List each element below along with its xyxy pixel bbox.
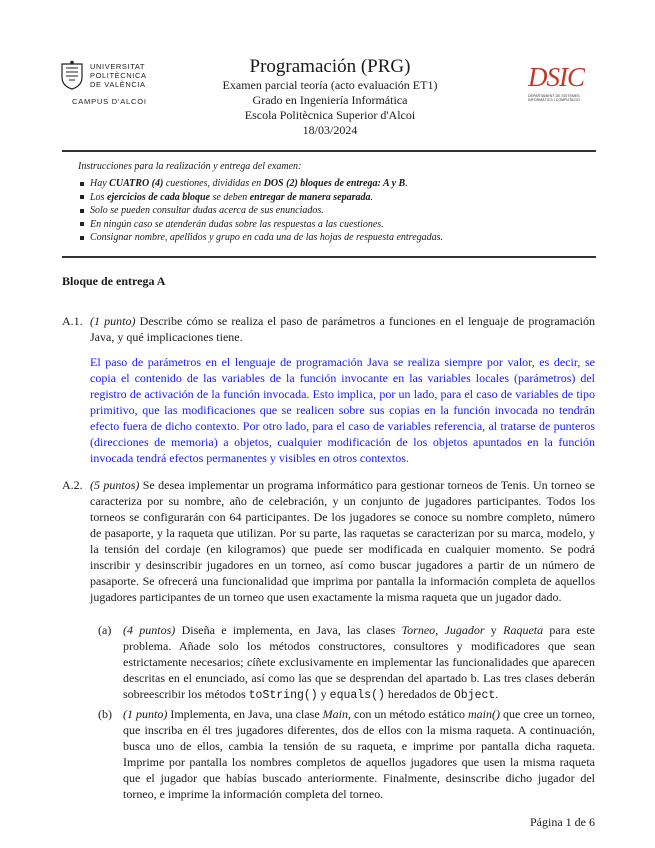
subquestion-b: (1 punto) Implementa, en Java, una clase Main, con un método estático main() que cree un torneo, que inscriba en él tres jugadores diferentes, dos de ellos con la misma raqueta. A continuación, busca uno de ellos, cambia la tensión de su raqueta, e imprime por pantalla dicha raqueta. Imprime por pantalla los nombres completos de aquellos jugadores que usen la misma raqueta que el jugador que habías buscado anteriormente. Finalmente, desinscribe dicho jugador del torneo, e imprime la información completa del torneo. [123,707,595,801]
header-divider [62,150,596,152]
question-text: Se desea implementar un programa informático para gestionar torneos de Tenis. Un torneo se caracteriza por su nombre, año de celebración, y un conjunto de jugadores participantes. Todos los torneos se configurarán con 64 participantes. De los jugadores se conoce su nombre completo, número de pasaporte, y la raqueta que utilizan. Por su parte, las raquetas se caracterizan por su marca, modelo, y la tensión del cordaje (en kilogramos) que puede ser modificada en cualquier momento. Se podrá inscribir y desinscribir jugadores en un torneo, así como buscar jugadores a partir de un número de pasaporte. Se ofrecerá una funcionalidad que imprima por pantalla la información completa de aquellos jugadores participantes de un torneo que usen exactamente la misma raqueta que un jugador dado. [90,478,596,604]
answer-a1: El paso de parámetros en el lenguaje de programación Java se realiza siempre por valor, es decir, se copia el contenido de las variables de la función invocante en las variables locales (parámetros) del registro de activación de la función invocada. Esto implica, por un lado, para el caso de variables de tipo primitivo, que las modificaciones que se realicen sobre sus copias en la función invocada no tendrán efecto fuera de dicho contexto. Por otro lado, para el caso de variables referencia, al tratarse de punteros (direcciones de memoria) a objetos, cualquier modificación de los objetos apuntados en la función invocada tendrá efectos permanentes y visibles en otros contextos. [90,355,595,465]
exam-date: 18/03/2024 [302,123,358,137]
question-points: (1 punto) [90,314,136,328]
question-a2 [90,477,595,605]
exam-name: Examen parcial teoría (acto evaluación ET1) [222,78,438,92]
question-points: (5 puntos) [90,478,140,492]
dsic-logo-text: DSIC [528,62,584,92]
instructions-heading: Instrucciones para la realización y entrega del examen: [78,161,302,172]
instruction-item: Hay CUATRO (4) cuestiones, divididas en DOS (2) bloques de entrega: A y B. [78,177,588,190]
upv-crest-icon [58,60,86,90]
upv-name-line: POLITÈCNICA [90,71,147,80]
instruction-item: Los ejercicios de cada bloque se deben entregar de manera separada. [78,191,588,204]
exam-header [170,56,490,138]
question-number: A.1. [62,314,83,328]
section-title: Bloque de entrega A [62,274,166,288]
instructions-block [78,160,588,244]
upv-name-line: DE VALÈNCIA [90,80,146,89]
question-a1 [90,313,595,345]
subquestion-label: (a) [98,623,112,637]
upv-name-line: UNIVERSITAT [90,62,146,71]
dsic-subtitle-line: DEPARTAMENT DE SISTEMES [528,94,580,98]
question-text: Describe cómo se realiza el paso de parámetros a funciones en el lenguaje de programación Java, y qué implicaciones tiene. [90,314,595,344]
instruction-item: Consignar nombre, apellidos y grupo en cada una de las hojas de respuesta entregadas. [78,231,588,244]
page-number: Página 1 de 6 [530,815,595,829]
instruction-item: En ningún caso se atenderán dudas sobre las respuestas a las cuestiones. [78,218,588,231]
subquestion-a: (4 puntos) Diseña e implementa, en Java, las clases Torneo, Jugador y Raqueta para este problema. Añade solo los métodos constructores, consultores y modificadores que sean estrictamente necesarios; cíñete exclusivamente en implementar las funcionalidades que aparecen descritas en el enunciado, así como las que se desprendan del apartado b. Las tres clases deberán sobreescribir los métodos toString() y equals() heredados de Object. [123,623,596,702]
upv-logo [58,60,158,108]
dsic-subtitle-line: INFORMÀTICS I COMPUTACIÓ [528,98,580,103]
instructions-divider [62,256,596,258]
subquestion-label: (b) [98,707,112,721]
question-number: A.2. [62,478,83,492]
degree-name: Grado en Ingeniería Informática [252,93,408,107]
instruction-item: Solo se pueden consultar dudas acerca de sus enunciados. [78,204,588,217]
course-title: Programación (PRG) [249,56,411,77]
dsic-logo [528,64,600,112]
campus-label: CAMPUS D'ALCOI [72,97,147,106]
school-name: Escola Politècnica Superior d'Alcoi [244,108,416,122]
